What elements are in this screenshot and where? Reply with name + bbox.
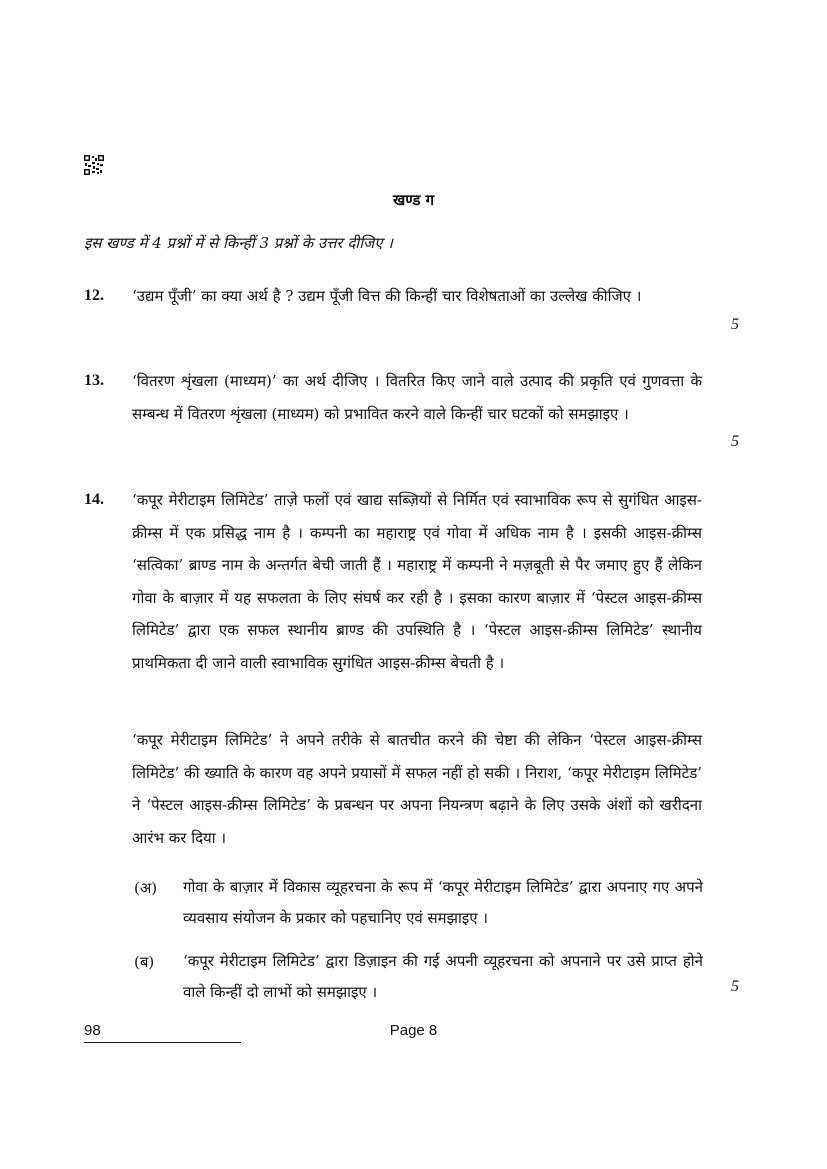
question-text: ‘उद्यम पूँजी’ का क्या अर्थ है ? उद्यम पूँजी वित्त की किन्हीं चार विशेषताओं का उल्लेख कीजिए ।	[132, 287, 642, 305]
sub-question-b-text: ‘कपूर मेरीटाइम लिमिटेड’ द्वारा डिज़ाइन की गई अपनी व्यूहरचना को अपनाने पर उसे प्राप्त होने वाले किन्हीं दो लाभों को समझाइए ।	[183, 952, 703, 1001]
question-14-paragraph-2: ‘कपूर मेरीटाइम लिमिटेड’ ने अपने तरीके से बातचीत करने की चेष्टा की लेकिन ‘पेस्टल आइस-क्रीम्स लिमिटेड’ की ख्याति के कारण वह अपने प्रयासों में सफल नहीं हो सकी । निराश, ‘कपूर मेरीटाइम लिमिटेड’ ने ‘पेस्टल आइस-क्रीम्स लिमिटेड’ के प्रबन्धन पर अपना नियन्त्रण बढ़ाने के लिए उसके अंशों को खरीदना आरंभ कर दिया ।	[132, 731, 702, 847]
sub-question-b-label: (ब)	[134, 953, 155, 971]
question-text: ‘कपूर मेरीटाइम लिमिटेड’ ताज़े फलों एवं खाद्य सब्ज़ियों से निर्मित एवं स्वाभाविक रूप से सुगंधित आइस-क्रीम्स में एक प्रसिद्ध नाम है । कम्पनी का महाराष्ट्र एवं गोवा में अधिक नाम है । इसकी आइस-क्रीम्स ‘सत्विका’ ब्राण्ड नाम के अन्तर्गत बेची जाती हैं । महाराष्ट्र में कम्पनी ने मज़बूती से पैर जमाए हुए हैं लेकिन गोवा के बाज़ार में यह सफलता के लिए संघर्ष कर रही है । इसका कारण बाज़ार में ‘पेस्टल आइस-क्रीम्स लिमिटेड’ द्वारा एक सफल स्थानीय ब्राण्ड की उपस्थिति है । ‘पेस्टल आइस-क्रीम्स लिमिटेड’ स्थानीय प्राथमिकता दी जाने वाली स्वाभाविक सुगंधित आइस-क्रीम्स बेचती है ।	[132, 491, 702, 672]
page-number: Page 8	[389, 1022, 438, 1039]
question-text: ‘वितरण शृंखला (माध्यम)’ का अर्थ दीजिए । वितरित किए जाने वाले उत्पाद की प्रकृति एवं गुणवत्ता के सम्बन्ध में वितरण शृंखला (माध्यम) को प्रभावित करने वाले किन्हीं चार घटकों को समझाइए ।	[132, 372, 702, 423]
sub-question-a-label: (अ)	[134, 879, 158, 897]
section-heading: खण्ड ग	[392, 191, 435, 209]
question-14-marks: 5	[731, 978, 739, 995]
question-number: 13.	[84, 372, 104, 389]
section-instruction: इस खण्ड में 4 प्रश्नों में से किन्हीं 3 प्रश्नों के उत्तर दीजिए ।	[84, 234, 393, 252]
footer-divider	[84, 1042, 241, 1043]
qr-code-icon	[84, 155, 104, 175]
sub-question-a-text: गोवा के बाज़ार में विकास व्यूहरचना के रूप में ‘कपूर मेरीटाइम लिमिटेड’ द्वारा अपनाए गए अपने व्यवसाय संयोजन के प्रकार को पहचानिए एवं समझाइए ।	[183, 878, 703, 927]
paper-code: 98	[84, 1022, 101, 1039]
question-number: 14.	[84, 491, 104, 508]
question-marks: 5	[731, 316, 739, 333]
question-number: 12.	[84, 287, 104, 304]
question-marks: 5	[731, 433, 739, 450]
